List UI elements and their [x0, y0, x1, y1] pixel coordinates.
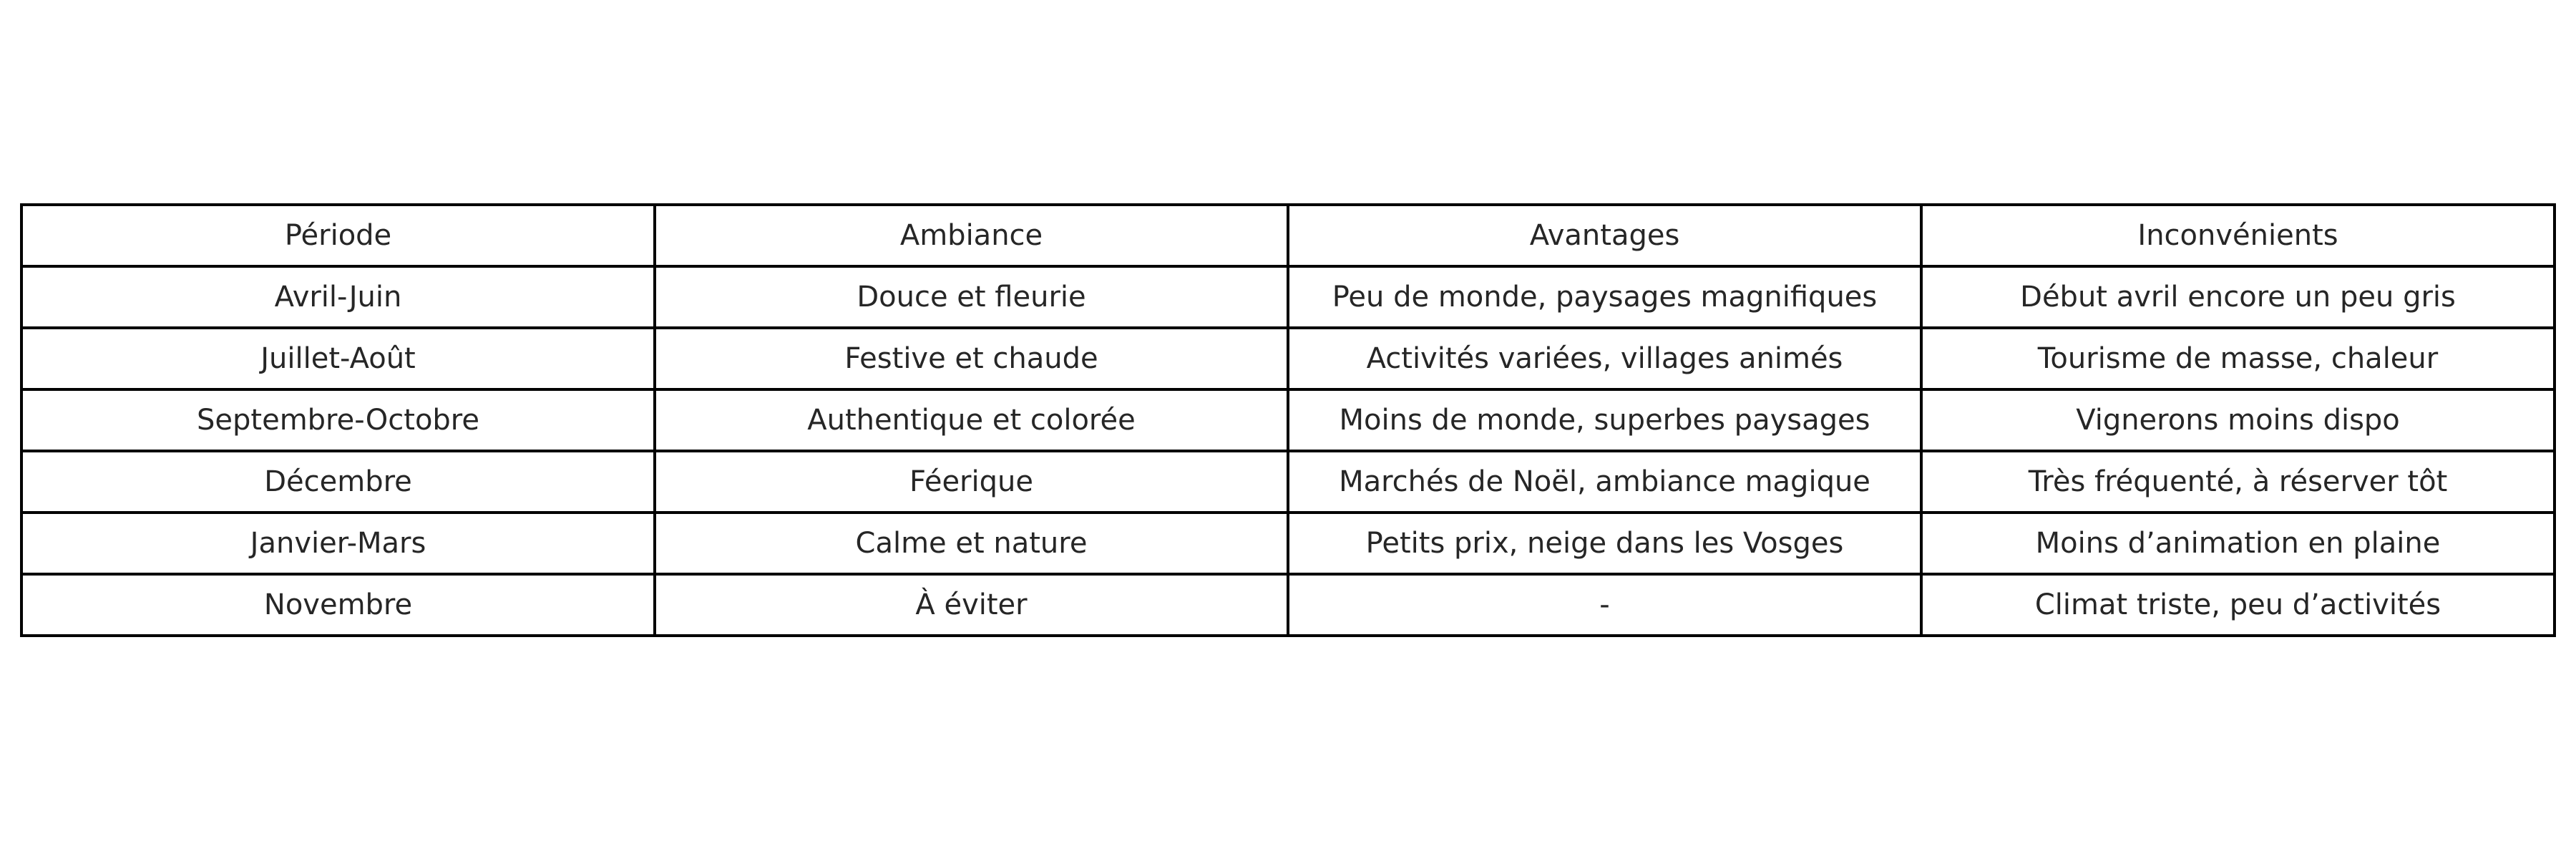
table-row [21, 513, 2555, 574]
table-cell: Moins de monde, superbes paysages [1288, 389, 1921, 451]
table-cell: Calme et nature [655, 513, 1288, 574]
header-cell-periode: Période [21, 205, 655, 266]
table-row [21, 266, 2555, 328]
header-row [21, 205, 2555, 266]
table-row [21, 451, 2555, 513]
table-cell: Peu de monde, paysages magnifiques [1288, 266, 1921, 328]
table-cell: Festive et chaude [655, 328, 1288, 389]
table-row [21, 389, 2555, 451]
table-row [21, 328, 2555, 389]
table-cell: Très fréquenté, à réserver tôt [1921, 451, 2555, 513]
table-cell: À éviter [655, 574, 1288, 636]
table-cell: Avril-Juin [21, 266, 655, 328]
table-cell: Activités variées, villages animés [1288, 328, 1921, 389]
table-cell: Marchés de Noël, ambiance magique [1288, 451, 1921, 513]
table-cell: Climat triste, peu d’activités [1921, 574, 2555, 636]
table-cell: Petits prix, neige dans les Vosges [1288, 513, 1921, 574]
header-cell-avantages: Avantages [1288, 205, 1921, 266]
table-cell: - [1288, 574, 1921, 636]
table-row [21, 574, 2555, 636]
table-cell: Féerique [655, 451, 1288, 513]
table-container [20, 203, 2556, 637]
data-table [20, 203, 2556, 637]
header-cell-inconvenients: Inconvénients [1921, 205, 2555, 266]
table-cell: Authentique et colorée [655, 389, 1288, 451]
table-cell: Septembre-Octobre [21, 389, 655, 451]
table-cell: Décembre [21, 451, 655, 513]
table-cell: Début avril encore un peu gris [1921, 266, 2555, 328]
table-cell: Janvier-Mars [21, 513, 655, 574]
table-cell: Vignerons moins dispo [1921, 389, 2555, 451]
header-cell-ambiance: Ambiance [655, 205, 1288, 266]
table-cell: Novembre [21, 574, 655, 636]
table-cell: Tourisme de masse, chaleur [1921, 328, 2555, 389]
table-cell: Juillet-Août [21, 328, 655, 389]
table-cell: Douce et fleurie [655, 266, 1288, 328]
table-cell: Moins d’animation en plaine [1921, 513, 2555, 574]
